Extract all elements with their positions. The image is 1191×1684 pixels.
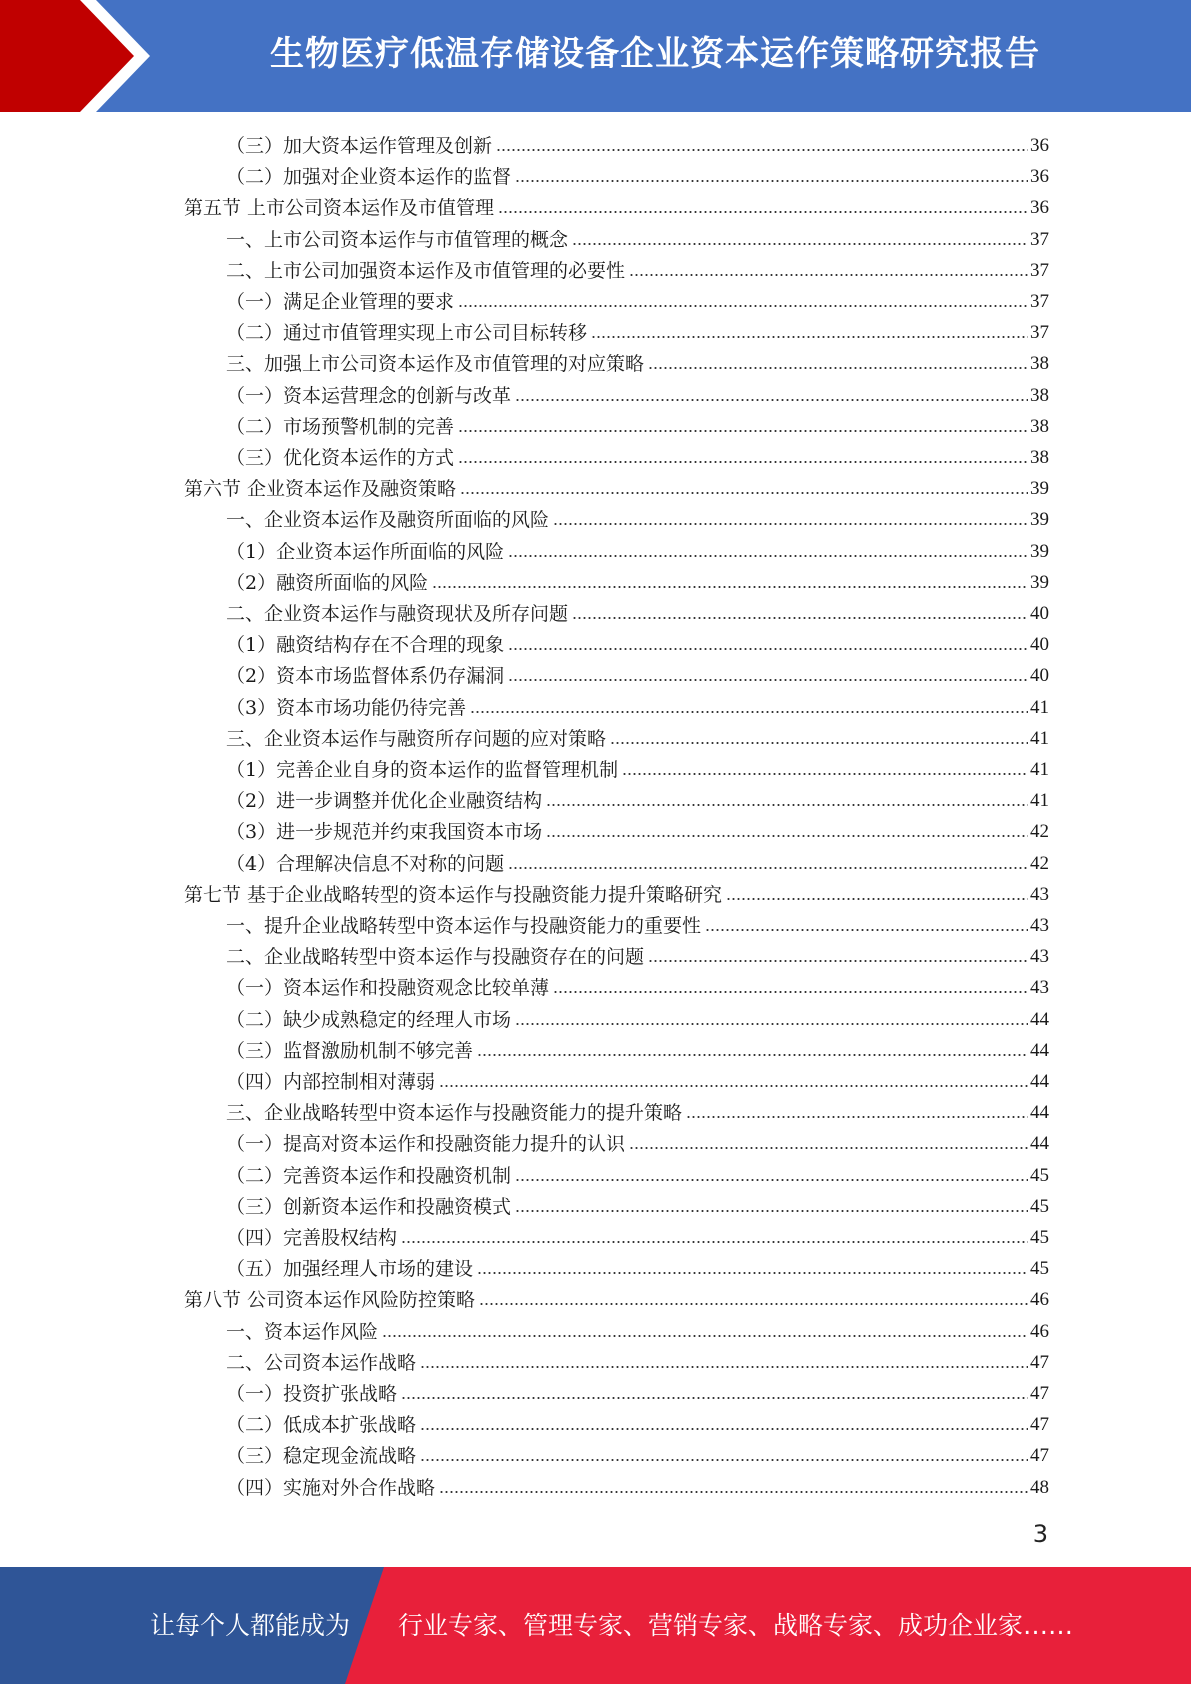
- toc-dot-leader: [439, 1490, 1028, 1494]
- toc-entry-title: （二）缺少成熟稳定的经理人市场: [226, 1008, 512, 1031]
- toc-entry[interactable]: [226, 1375, 1049, 1406]
- toc-entry[interactable]: [184, 470, 1049, 501]
- toc-entry-page: 38: [1030, 384, 1049, 406]
- toc-entry-page: 43: [1030, 915, 1049, 936]
- toc-entry-title: （三）创新资本运作和投融资模式: [226, 1195, 512, 1218]
- toc-entry[interactable]: [226, 1219, 1049, 1250]
- toc-entry[interactable]: [226, 1125, 1049, 1156]
- toc-entry-page: 47: [1030, 1383, 1049, 1404]
- toc-entry-page: 36: [1030, 135, 1049, 156]
- toc-entry-title: （四）实施对外合作战略: [226, 1476, 436, 1499]
- toc-entry-title: 二、上市公司加强资本运作及市值管理的必要性: [226, 259, 626, 282]
- toc-dot-leader: [610, 741, 1028, 745]
- toc-entry-title: （四）内部控制相对薄弱: [226, 1071, 436, 1093]
- toc-entry-title: （一）资本运营理念的创新与改革: [226, 384, 512, 407]
- toc-entry-title: 第五节 上市公司资本运作及市值管理: [184, 197, 495, 220]
- toc-entry-page: 41: [1030, 696, 1049, 718]
- toc-entry-page: 36: [1030, 166, 1049, 188]
- toc-entry-title: （三）稳定现金流战略: [226, 1445, 417, 1468]
- toc-dot-leader: [572, 616, 1028, 620]
- toc-entry-title: （五）加强经理人市场的建设: [226, 1258, 474, 1281]
- toc-entry-page: 42: [1030, 852, 1049, 874]
- toc-dot-leader: [477, 1271, 1028, 1275]
- toc-dot-leader: [458, 304, 1028, 308]
- toc-dot-leader: [515, 1022, 1028, 1026]
- toc-entry-title: 二、公司资本运作战略: [226, 1351, 417, 1374]
- toc-entry[interactable]: [226, 1250, 1049, 1281]
- toc-entry-title: （一）资本运作和投融资观念比较单薄: [226, 977, 550, 1000]
- toc-entry-page: 44: [1030, 1071, 1049, 1092]
- toc-entry-page: 46: [1030, 1320, 1049, 1342]
- toc-entry-page: 43: [1030, 883, 1049, 905]
- toc-entry[interactable]: [226, 314, 1049, 345]
- toc-entry[interactable]: [226, 938, 1049, 969]
- toc-dot-leader: [629, 273, 1028, 277]
- toc-dot-leader: [496, 148, 1028, 152]
- toc-dot-leader: [508, 866, 1028, 870]
- toc-entry-title: （2）融资所面临的风险: [226, 571, 429, 594]
- toc-entry-page: 41: [1030, 727, 1049, 749]
- toc-dot-leader: [726, 897, 1028, 901]
- toc-entry-title: （三）监督激励机制不够完善: [226, 1039, 474, 1062]
- toc-entry-title: 第七节 基于企业战略转型的资本运作与投融资能力提升策略研究: [184, 883, 723, 906]
- toc-entry-page: 37: [1030, 322, 1049, 344]
- toc-entry[interactable]: [226, 564, 1049, 595]
- toc-entry-title: （2）进一步调整并优化企业融资结构: [226, 790, 543, 813]
- toc-dot-leader: [515, 1178, 1028, 1182]
- toc-entry[interactable]: [226, 127, 1049, 158]
- toc-entry-title: （一）满足企业管理的要求: [226, 291, 455, 313]
- toc-entry-title: （一）提高对资本运作和投融资能力提升的认识: [226, 1133, 626, 1156]
- toc-entry[interactable]: [226, 657, 1049, 688]
- toc-entry-title: 第六节 企业资本运作及融资策略: [184, 478, 457, 501]
- toc-entry[interactable]: [226, 1437, 1049, 1468]
- toc-dot-leader: [553, 990, 1028, 994]
- toc-dot-leader: [515, 1209, 1028, 1213]
- toc-entry-title: 一、资本运作风险: [226, 1320, 379, 1343]
- toc-entry[interactable]: [226, 533, 1049, 564]
- toc-entry[interactable]: [184, 876, 1049, 907]
- toc-entry[interactable]: [184, 189, 1049, 220]
- toc-entry[interactable]: [226, 252, 1049, 283]
- toc-entry-page: 47: [1030, 1351, 1049, 1373]
- toc-entry[interactable]: [226, 408, 1049, 439]
- toc-dot-leader: [686, 1115, 1028, 1119]
- toc-dot-leader: [382, 1334, 1028, 1338]
- toc-entry-page: 41: [1030, 790, 1049, 812]
- toc-entry-page: 42: [1030, 821, 1049, 843]
- toc-entry[interactable]: [226, 907, 1049, 938]
- toc-entry[interactable]: [226, 1094, 1049, 1125]
- toc-dot-leader: [553, 522, 1028, 526]
- toc-dot-leader: [591, 335, 1028, 339]
- toc-entry-page: 36: [1030, 197, 1049, 219]
- toc-dot-leader: [508, 554, 1028, 558]
- toc-entry-title: （二）市场预警机制的完善: [226, 415, 455, 438]
- toc-entry-page: 43: [1030, 946, 1049, 968]
- toc-entry-title: 三、企业战略转型中资本运作与投融资能力的提升策略: [226, 1102, 683, 1125]
- toc-entry[interactable]: [226, 720, 1049, 751]
- toc-entry-page: 39: [1030, 478, 1049, 500]
- toc-entry-title: 二、企业资本运作与融资现状及所存问题: [226, 603, 569, 625]
- toc-dot-leader: [401, 1396, 1028, 1400]
- toc-dot-leader: [401, 1240, 1028, 1244]
- toc-dot-leader: [629, 1146, 1028, 1150]
- toc-entry-title: （三）优化资本运作的方式: [226, 447, 455, 469]
- toc-entry[interactable]: [226, 501, 1049, 532]
- toc-entry[interactable]: [226, 595, 1049, 626]
- toc-entry[interactable]: [226, 1469, 1049, 1500]
- toc-entry[interactable]: [226, 1406, 1049, 1437]
- toc-entry-title: （二）低成本扩张战略: [226, 1414, 417, 1437]
- toc-entry-page: 45: [1030, 1164, 1049, 1186]
- toc-entry-title: （二）加强对企业资本运作的监督: [226, 166, 512, 189]
- toc-entry[interactable]: [184, 1281, 1049, 1312]
- toc-entry[interactable]: [226, 751, 1049, 782]
- toc-entry-title: （3）进一步规范并约束我国资本市场: [226, 821, 543, 844]
- toc-entry-page: 48: [1030, 1476, 1049, 1498]
- toc-entry-page: 37: [1030, 228, 1049, 250]
- toc-entry[interactable]: [226, 626, 1049, 657]
- toc-dot-leader: [420, 1427, 1028, 1431]
- toc-entry-page: 38: [1030, 415, 1049, 437]
- toc-entry[interactable]: [226, 813, 1049, 844]
- toc-entry[interactable]: [226, 345, 1049, 376]
- toc-entry-title: 三、企业资本运作与融资所存问题的应对策略: [226, 727, 607, 750]
- toc-entry[interactable]: [226, 221, 1049, 252]
- toc-entry[interactable]: [226, 1032, 1049, 1063]
- page-number: 3: [1032, 1520, 1048, 1548]
- toc-entry-title: （1）融资结构存在不合理的现象: [226, 634, 505, 657]
- toc-entry-title: 三、加强上市公司资本运作及市值管理的对应策略: [226, 353, 645, 376]
- toc-entry-title: （二）完善资本运作和投融资机制: [226, 1164, 512, 1187]
- toc-dot-leader: [479, 1302, 1028, 1306]
- toc-dot-leader: [622, 772, 1028, 776]
- page-footer: [0, 1567, 1191, 1684]
- footer-slogan: 让每个人都能成为: [149, 1611, 350, 1640]
- toc-dot-leader: [477, 1053, 1028, 1057]
- toc-dot-leader: [420, 1458, 1028, 1462]
- toc-dot-leader: [460, 491, 1028, 495]
- toc-entry[interactable]: [226, 1188, 1049, 1219]
- toc-entry-page: 45: [1030, 1227, 1049, 1248]
- toc-dot-leader: [648, 959, 1028, 963]
- toc-entry-page: 37: [1030, 291, 1049, 312]
- toc-entry[interactable]: [226, 158, 1049, 189]
- toc-entry-page: 46: [1030, 1289, 1049, 1311]
- toc-entry-page: 39: [1030, 509, 1049, 531]
- toc-dot-leader: [508, 647, 1028, 651]
- toc-entry-page: 41: [1030, 759, 1049, 780]
- toc-dot-leader: [439, 1084, 1028, 1088]
- toc-entry-page: 44: [1030, 1008, 1049, 1030]
- toc-dot-leader: [458, 429, 1028, 433]
- toc-entry[interactable]: [226, 283, 1049, 314]
- document-title: 生物医疗低温存储设备企业资本运作策略研究报告: [270, 34, 1040, 74]
- toc-entry[interactable]: [226, 1344, 1049, 1375]
- toc-entry[interactable]: [226, 845, 1049, 876]
- toc-entry-page: 43: [1030, 977, 1049, 999]
- toc-entry-page: 44: [1030, 1039, 1049, 1061]
- toc-entry[interactable]: [226, 439, 1049, 470]
- toc-entry-title: （1）企业资本运作所面临的风险: [226, 540, 505, 563]
- toc-entry-page: 37: [1030, 259, 1049, 281]
- toc-entry[interactable]: [226, 782, 1049, 813]
- toc-entry-title: （四）完善股权结构: [226, 1227, 398, 1249]
- toc-dot-leader: [458, 460, 1028, 464]
- toc-entry[interactable]: [226, 969, 1049, 1000]
- toc-dot-leader: [705, 928, 1028, 932]
- toc-dot-leader: [498, 210, 1028, 214]
- toc-entry[interactable]: [226, 377, 1049, 408]
- toc-entry[interactable]: [226, 1063, 1049, 1094]
- toc-entry-title: 一、提升企业战略转型中资本运作与投融资能力的重要性: [226, 915, 702, 937]
- toc-entry-page: 40: [1030, 603, 1049, 624]
- toc-entry-page: 45: [1030, 1258, 1049, 1280]
- toc-entry[interactable]: [226, 1157, 1049, 1188]
- toc-entry[interactable]: [226, 1313, 1049, 1344]
- toc-dot-leader: [508, 678, 1028, 682]
- toc-dot-leader: [648, 366, 1028, 370]
- toc-entry[interactable]: [226, 689, 1049, 720]
- toc-entry-title: （一）投资扩张战略: [226, 1383, 398, 1405]
- toc-entry[interactable]: [226, 1001, 1049, 1032]
- toc-entry-page: 47: [1030, 1445, 1049, 1467]
- toc-entry-title: （1）完善企业自身的资本运作的监督管理机制: [226, 759, 619, 781]
- toc-entry-title: （2）资本市场监督体系仍存漏洞: [226, 665, 505, 688]
- toc-entry-title: （4）合理解决信息不对称的问题: [226, 852, 505, 875]
- toc-dot-leader: [572, 242, 1028, 246]
- toc-entry-page: 45: [1030, 1195, 1049, 1217]
- toc-entry-page: 44: [1030, 1102, 1049, 1124]
- toc-dot-leader: [515, 398, 1028, 402]
- toc-entry-page: 39: [1030, 571, 1049, 593]
- toc-entry-title: 二、企业战略转型中资本运作与投融资存在的问题: [226, 946, 645, 969]
- toc-dot-leader: [470, 710, 1028, 714]
- toc-dot-leader: [432, 585, 1028, 589]
- toc-dot-leader: [546, 834, 1028, 838]
- footer-roles: 行业专家、管理专家、营销专家、战略专家、成功企业家……: [398, 1611, 1074, 1640]
- toc-entry-page: 38: [1030, 447, 1049, 468]
- toc-entry-title: 第八节 公司资本运作风险防控策略: [184, 1289, 476, 1312]
- toc-entry-title: （3）资本市场功能仍待完善: [226, 696, 467, 719]
- toc-entry-title: （三）加大资本运作管理及创新: [226, 135, 493, 157]
- toc-entry-title: 一、企业资本运作及融资所面临的风险: [226, 509, 550, 532]
- toc-dot-leader: [546, 803, 1028, 807]
- toc-entry-page: 40: [1030, 665, 1049, 687]
- toc-dot-leader: [515, 179, 1028, 183]
- toc-entry-title: 一、上市公司资本运作与市值管理的概念: [226, 228, 569, 251]
- toc-entry-page: 38: [1030, 353, 1049, 375]
- toc-entry-page: 44: [1030, 1133, 1049, 1155]
- toc-entry-page: 47: [1030, 1414, 1049, 1436]
- page-header: [0, 0, 1191, 112]
- toc-dot-leader: [420, 1365, 1028, 1369]
- toc-entry-title: （二）通过市值管理实现上市公司目标转移: [226, 322, 588, 345]
- toc-entry-page: 39: [1030, 540, 1049, 562]
- toc-entry-page: 40: [1030, 634, 1049, 656]
